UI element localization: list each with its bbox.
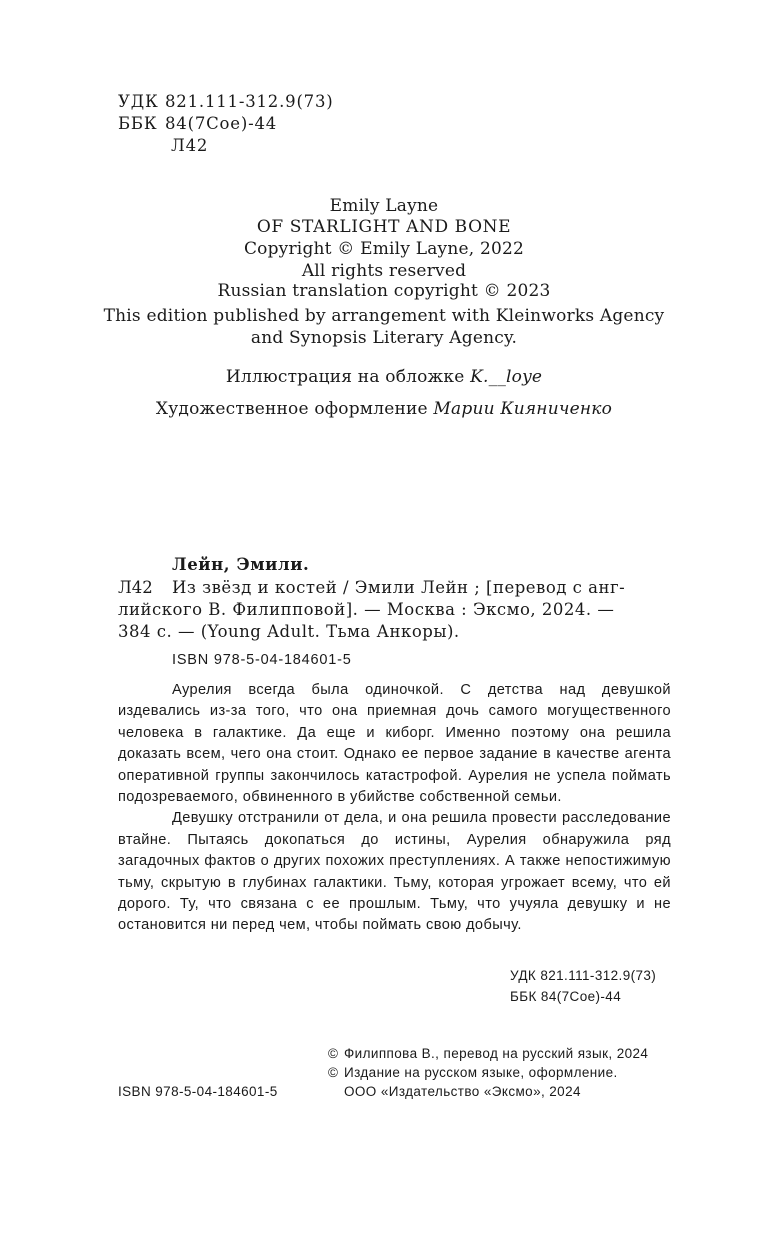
edition-line-1: This edition published by arrangement with Kleinworks Agency [103,306,665,326]
annotation-paragraph-2: Девушку отстранили от дела, и она решила провести расследование втайне. Пытаясь докопаться до истины, Аурелия обнаружила ряд загадочных фактов о других похожих преступлениях. А также непостижимую тьму, скрытую в глубинах галактики. Тьму, которая угрожает всему, что ей дорого. Ту, что связана с ее прошлым. Тьму, что учуяла девушку и не остановится ни перед чем, чтобы поймать свою добычу. [118,810,671,934]
annotation-paragraph-1: Аурелия всегда была одиночкой. С детства над девушкой издевались из-за того, что она приемная дочь самого могущественного человека в галактике. Да еще и киборг. Именно поэтому она решила доказать всем, чего она стоит. Однако ее первое задание в качестве агента оперативной группы закончилось катастрофой. Аурелия не успела поймать подозреваемого, обвиненного в убийстве собственной семьи. [118,682,671,806]
bbk-value: 84(7Сое)-44 [165,114,278,133]
udk-line [118,92,334,111]
bib-author: Лейн, Эмили. [172,555,310,574]
design-name: Марии Кияниченко [433,399,613,419]
design-credit [0,399,768,419]
footer-bbk: ББК 84(7Сое)-44 [510,989,622,1004]
bib-shelf-mark: Л42 [118,578,153,597]
copyright-en: Copyright © Emily Layne, 2022 [243,239,525,259]
edition-line-2: and Synopsis Literary Agency. [250,328,518,348]
annotation [118,680,671,937]
copyright-text-1: Филиппова В., перевод на русский язык, 2024 [344,1046,649,1061]
author-mark: Л42 [171,136,209,155]
bbk-line [118,114,277,133]
cover-illustration-label: Иллюстрация на обложке [225,367,465,387]
copyright-text-2: Издание на русском языке, оформление. [344,1065,618,1080]
bib-line-2: лийского В. Филипповой]. — Москва : Эксмо, 2024. — [118,600,615,619]
cover-illustration-credit [0,367,768,387]
copyright-publisher [328,1084,581,1099]
footer-isbn: ISBN 978-5-04-184601-5 [118,1084,278,1099]
footer-udk: УДК 821.111-312.9(73) [510,968,657,983]
rights-reserved: All rights reserved [301,261,467,281]
udk-label: УДК [118,92,159,111]
bib-line-1: Из звёзд и костей / Эмили Лейн ; [перевод с анг- [172,578,626,597]
copyright-text-3: ООО «Издательство «Эксмо», 2024 [344,1084,581,1099]
design-label: Художественное оформление [155,399,428,419]
bib-line-3: 384 с. — (Young Adult. Тьма Анкоры). [118,622,460,641]
bib-isbn: ISBN 978-5-04-184601-5 [172,652,352,668]
cover-illustration-name: K.__loye [470,367,543,387]
author-en: Emily Layne [329,196,439,216]
copyright-translation [328,1046,648,1061]
title-en: OF STARLIGHT AND BONE [256,217,512,237]
copyright-edition [328,1065,618,1080]
copyright-symbol: © [328,1046,339,1061]
udk-value: 821.111-312.9(73) [165,92,334,111]
copyright-symbol: © [328,1065,339,1080]
translation-copyright: Russian translation copyright © 2023 [217,281,551,301]
bbk-label: ББК [118,114,158,133]
